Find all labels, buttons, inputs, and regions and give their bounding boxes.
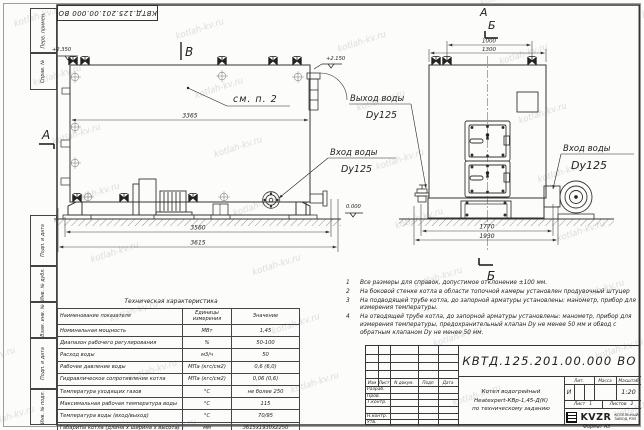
tech-characteristics — [57, 296, 289, 430]
sheet-value: 1 — [589, 401, 593, 407]
view-mark-b: В — [185, 45, 194, 59]
table-row — [58, 398, 300, 410]
rev-col-ndoc: N докум. — [394, 379, 414, 385]
margin-box-inv-dubl — [30, 266, 57, 302]
outlet-water-dn: Dy125 — [366, 110, 398, 121]
cell: 0,06 (0,6) — [232, 373, 300, 385]
scale-value: 1:20 — [621, 388, 636, 396]
lit-header: Лит. — [574, 377, 584, 383]
note-text: Все размеры для справок, допустимое отклонение ±100 мм. — [360, 280, 548, 286]
cell: МВт — [183, 325, 232, 337]
inlet-water-label-side: Вход воды — [330, 148, 378, 158]
cell: Габариты котла (длина х ширина х высота) — [58, 422, 183, 430]
title-block — [365, 345, 640, 425]
margin-box-vzam-inv — [30, 302, 57, 338]
cell: Температура уходящих газов — [58, 385, 183, 397]
inlet-water-label-front: Вход воды — [563, 144, 611, 154]
note-item — [346, 280, 638, 288]
tech-table — [57, 308, 300, 430]
sign-utv: Утв. — [367, 420, 377, 426]
sheets-label: Листов — [609, 401, 627, 407]
cell: 115 — [232, 398, 300, 410]
rev-col-izm: Изм — [367, 379, 377, 385]
mass-header: Масса — [598, 377, 612, 383]
margin-label: Подп. и дата — [41, 224, 46, 257]
logo-line2: ЗАВОД РЭП — [614, 417, 637, 421]
scale-header: Масштаб — [618, 377, 639, 383]
section-mark-a-front: А — [480, 6, 488, 19]
cell: Гидравлическое сопротивление котла — [58, 373, 183, 385]
format-label: Формат А3 — [583, 424, 611, 430]
cell: 70/95 — [232, 410, 300, 422]
notes-list — [346, 280, 638, 339]
note-number: 4 — [346, 314, 350, 321]
rev-col-data: Дата — [442, 379, 454, 385]
table-row — [58, 385, 300, 397]
cell: Температура воды (вход/выход) — [58, 410, 183, 422]
margin-box-sprav-n — [30, 53, 57, 90]
margin-label: Взам. инв. № — [41, 303, 47, 337]
inlet-water-dn-side: Dy125 — [341, 164, 373, 175]
sign-nkontr: Н.контр. — [367, 413, 388, 419]
lit-value: И — [566, 388, 572, 396]
cell: 50-100 — [232, 337, 300, 349]
top-stamp — [57, 5, 158, 21]
cell: Максимальная рабочая температура воды — [58, 398, 183, 410]
rev-col-podp: Подп — [422, 379, 434, 385]
margin-box-inv-podl — [30, 389, 57, 425]
section-mark-b-bottom: Б — [487, 269, 496, 283]
cell: не более 250 — [232, 385, 300, 397]
dim-1770: 1770 — [479, 223, 495, 231]
logo-line1: КОТЕЛЬНЫЙ — [614, 412, 639, 417]
doc-number: КВТД.125.201.00.000 ВО — [462, 354, 637, 368]
cell: м3/ч — [183, 349, 232, 361]
cell: 3615х1930х2250 — [232, 422, 300, 430]
note-item — [346, 298, 638, 314]
margin-label: Справ. № — [41, 59, 46, 84]
cell: °С — [183, 410, 232, 422]
sheet-label: Лист — [573, 401, 586, 407]
margin-label: Подп. и дата — [41, 347, 46, 380]
margin-label: Инв. № подл. — [41, 390, 46, 424]
note-number: 1 — [346, 280, 350, 286]
table-row — [58, 349, 300, 361]
sign-tkontr: Т.контр. — [367, 400, 387, 406]
elevation-2350: +2.350 — [52, 47, 72, 53]
cell: мм — [183, 422, 232, 430]
margin-label: Перв. примен. — [41, 12, 47, 49]
margin-box-podp-data-2 — [30, 338, 57, 389]
cell: Диапазон рабочего регулирования — [58, 337, 183, 349]
col-header-name: Наименование показателя — [58, 309, 183, 325]
cell: Расход воды — [58, 349, 183, 361]
kvzr-logo-icon — [566, 412, 577, 423]
sign-prov: Пров. — [367, 393, 381, 399]
cell: °С — [183, 385, 232, 397]
margin-box-perv-primen — [30, 8, 57, 53]
elevation-2150: +2.150 — [326, 56, 346, 62]
company-logo — [564, 408, 641, 426]
logo-subtitle — [614, 413, 638, 422]
note-text: На боковой стенке котла в области топочной камеры установлен продувочный штуцер — [360, 288, 630, 295]
dim-1930: 1930 — [479, 232, 495, 240]
dim-1300: 1300 — [482, 46, 496, 53]
note-number: 3 — [346, 297, 350, 304]
product-line1: Котел водогрейный — [481, 389, 541, 396]
col-header-units: Единицы измерения — [183, 309, 232, 325]
cell: МПа (кгс/см2) — [183, 373, 232, 385]
sheet-cell — [564, 400, 602, 408]
see-item-label: см. п. 2 — [233, 94, 278, 105]
cell: МПа (кгс/см2) — [183, 361, 232, 373]
cell: Рабочее давление воды — [58, 361, 183, 373]
ground-hatch — [54, 219, 614, 226]
table-row — [58, 410, 300, 422]
table-row — [58, 337, 300, 349]
top-stamp-number: КВТД.125.201.00.000 ВО — [58, 9, 157, 17]
table-row — [58, 325, 300, 337]
sign-empty — [367, 406, 390, 413]
cell: °С — [183, 398, 232, 410]
note-item — [346, 289, 638, 297]
sign-razrab: Разраб. — [367, 386, 385, 392]
table-row — [58, 373, 300, 385]
section-mark-b-front: Б — [488, 19, 496, 32]
table-row — [58, 422, 300, 430]
cell: 1,45 — [232, 325, 300, 337]
elevation-zero: 0.000 — [346, 204, 361, 210]
product-line3: по техническому заданию — [472, 406, 550, 413]
cell: % — [183, 337, 232, 349]
dim-1000: 1000 — [482, 38, 496, 45]
note-item — [346, 314, 638, 337]
cell: 50 — [232, 349, 300, 361]
table-header-row — [58, 309, 300, 325]
tech-table-title: Техническая характеристика — [124, 298, 218, 305]
rev-col-list: Лист — [378, 379, 390, 385]
dim-3560: 3560 — [190, 224, 206, 232]
note-number: 2 — [346, 288, 350, 295]
outlet-water-label: Выход воды — [350, 94, 405, 104]
sheets-value: 2 — [630, 401, 634, 407]
product-line2: Heatexpert-КВр-1,45-Д(К) — [473, 397, 549, 404]
margin-box-podp-data-1 — [30, 215, 57, 266]
product-title — [458, 376, 564, 426]
inlet-water-dn-front: Dy125 — [571, 159, 607, 172]
cell: 0,6 (6,0) — [232, 361, 300, 373]
table-row — [58, 361, 300, 373]
col-header-value: Значение — [232, 309, 300, 325]
logo-name: KVZR — [580, 411, 612, 423]
section-mark-a-side: А — [42, 128, 51, 142]
note-text: На отводящей трубе котла, до запорной арматуры установлены: манометр, прибор для измерения температуры, предохранительный клапан Dу не менее 50 мм и обвод с обратным клапаном Dу не менее 50 мм. — [360, 314, 632, 336]
dim-3615: 3615 — [190, 239, 206, 247]
margin-label: Инв. № дубл. — [41, 267, 47, 301]
cell: Номинальная мощность — [58, 325, 183, 337]
dim-3365: 3365 — [182, 112, 198, 120]
note-text: На подводящей трубе котла, до запорной арматуры установлены: манометр, прибор для измерения температуры. — [360, 297, 636, 312]
sheets-cell — [602, 400, 641, 408]
